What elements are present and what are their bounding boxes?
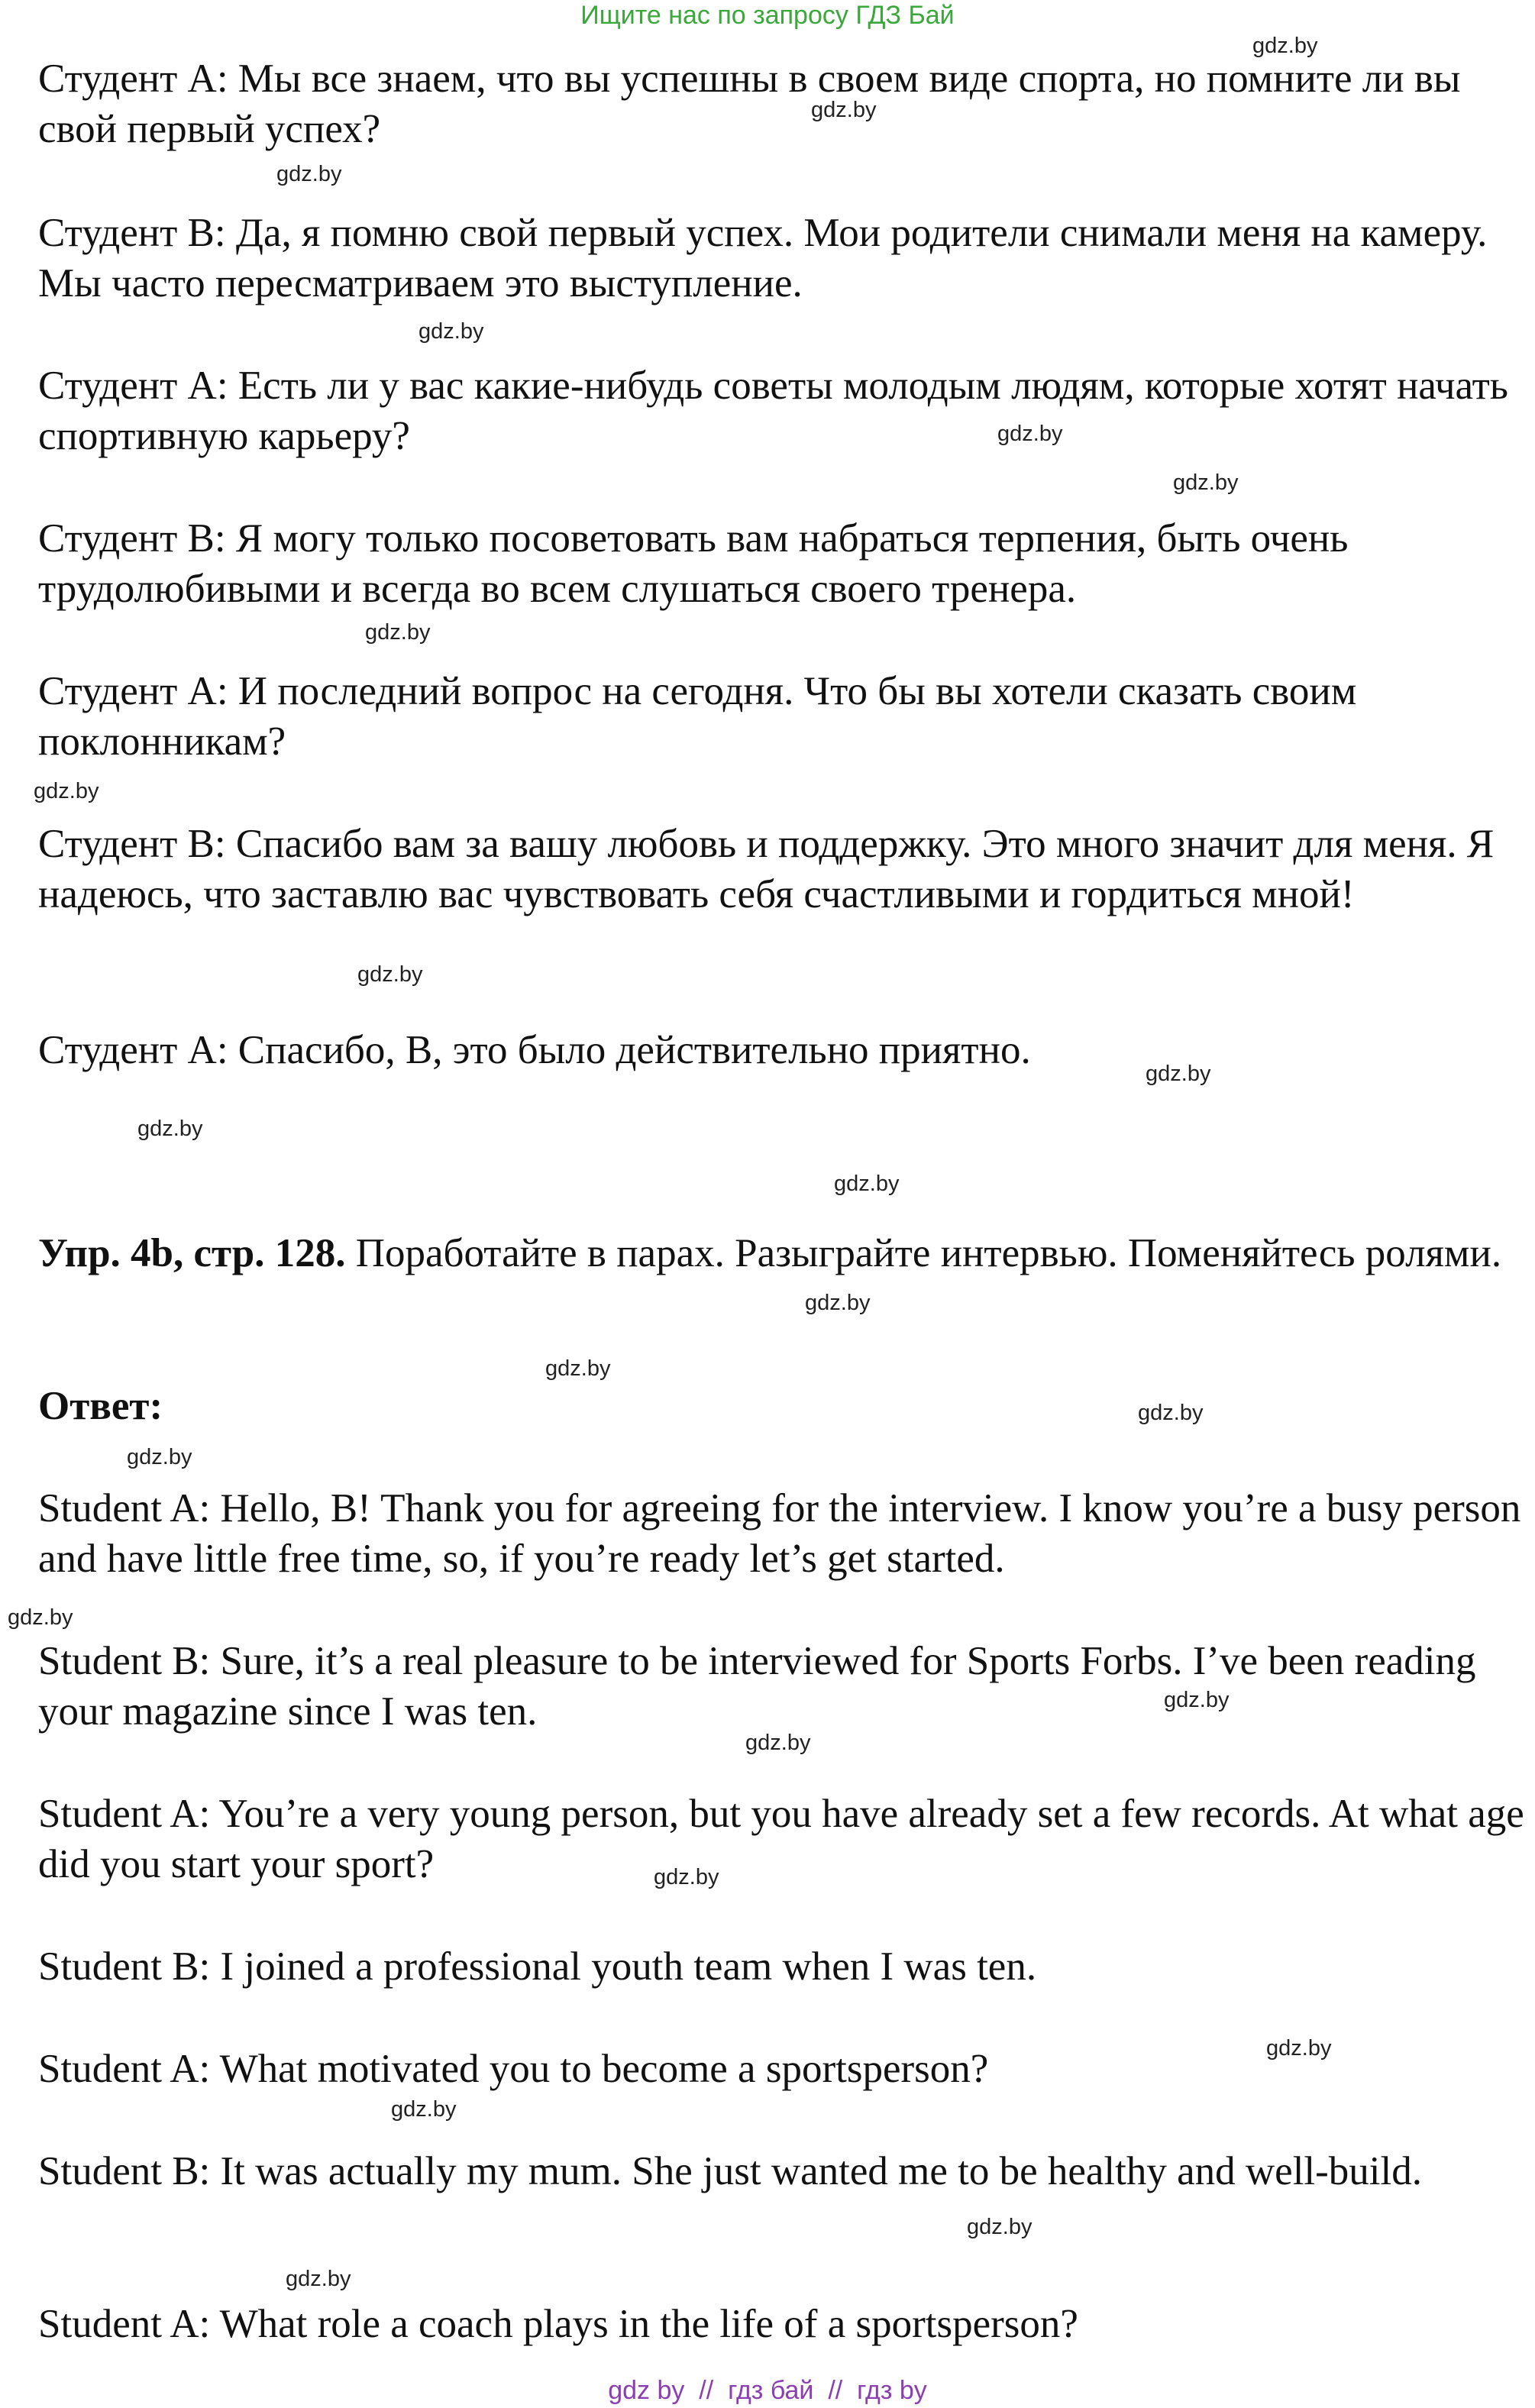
- watermark: gdz.by: [365, 620, 431, 645]
- watermark: gdz.by: [34, 779, 99, 803]
- watermark: gdz.by: [1138, 1401, 1204, 1425]
- footer-links: gdz by // гдз бай // гдз by: [608, 2376, 927, 2405]
- watermark: gdz.by: [1164, 1688, 1230, 1712]
- watermark: gdz.by: [391, 2097, 457, 2122]
- watermark: gdz.by: [805, 1291, 871, 1315]
- exercise-heading: [38, 1228, 1527, 1278]
- watermark: gdz.by: [1252, 34, 1318, 58]
- dialogue-line-ru-2: Студент B: Да, я помню свой первый успех. Мои родители снимали меня на камеру. Мы часто пересматриваем это выступление.: [38, 211, 1488, 305]
- watermark: gdz.by: [967, 2215, 1032, 2239]
- watermark: gdz.by: [997, 422, 1063, 446]
- watermark: gdz.by: [834, 1172, 900, 1196]
- dialogue-line-ru-4: Студент B: Я могу только посоветовать вам набраться терпения, быть очень трудолюбивыми и всегда во всем слушаться своего тренера.: [38, 516, 1349, 611]
- dialogue-line-en-5: Student A: What motivated you to become a sportsperson?: [38, 2047, 989, 2091]
- watermark: gdz.by: [1266, 2036, 1332, 2061]
- watermark: gdz.by: [654, 1865, 719, 1889]
- watermark: gdz.by: [357, 962, 423, 987]
- dialogue-line-en-4: Student B: I joined a professional youth team when I was ten.: [38, 1944, 1037, 1989]
- answer-label: Ответ:: [38, 1384, 163, 1428]
- dialogue-line-ru-1: Студент A: Мы все знаем, что вы успешны в своем виде спорта, но помните ли вы свой первый успех?: [38, 57, 1461, 151]
- watermark: gdz.by: [545, 1356, 611, 1381]
- dialogue-line-ru-5: Студент A: И последний вопрос на сегодня. Что бы вы хотели сказать своим поклонникам?: [38, 669, 1357, 764]
- dialogue-line-en-1: Student A: Hello, B! Thank you for agreeing for the interview. I know you’re a busy person and have little free time, so, if you’re ready let’s get started.: [38, 1486, 1521, 1581]
- dialogue-line-en-3: Student A: You’re a very young person, but you have already set a few records. At what age did you start your sport?: [38, 1792, 1524, 1886]
- watermark: gdz.by: [811, 98, 877, 122]
- top-banner: Ищите нас по запросу ГДЗ Бай: [580, 1, 955, 30]
- watermark: gdz.by: [8, 1605, 73, 1630]
- dialogue-line-ru-7: Студент A: Спасибо, B, это было действительно приятно.: [38, 1028, 1031, 1072]
- dialogue-line-en-2: Student B: Sure, it’s a real pleasure to be interviewed for Sports Forbs. I’ve been reading your magazine since I was ten.: [38, 1639, 1476, 1734]
- dialogue-line-ru-3: Студент A: Есть ли у вас какие-нибудь советы молодым людям, которые хотят начать спортивную карьеру?: [38, 364, 1508, 458]
- dialogue-line-en-6: Student B: It was actually my mum. She just wanted me to be healthy and well-build.: [38, 2149, 1422, 2193]
- watermark: gdz.by: [286, 2267, 351, 2291]
- exercise-instruction: Поработайте в парах. Разыграйте интервью. Поменяйтесь ролями.: [345, 1231, 1502, 1275]
- exercise-label: Упр. 4b, стр. 128.: [38, 1231, 346, 1275]
- watermark: gdz.by: [127, 1445, 192, 1469]
- watermark: gdz.by: [745, 1731, 811, 1755]
- dialogue-line-ru-6: Студент B: Спасибо вам за вашу любовь и поддержку. Это много значит для меня. Я надеюсь, что заставлю вас чувствовать себя счастливыми и гордиться мной!: [38, 822, 1495, 916]
- watermark: gdz.by: [1173, 470, 1239, 495]
- watermark: gdz.by: [276, 162, 342, 186]
- watermark: gdz.by: [137, 1117, 203, 1141]
- watermark: gdz.by: [418, 319, 484, 344]
- watermark: gdz.by: [1146, 1062, 1211, 1086]
- dialogue-line-en-7: Student A: What role a coach plays in the life of a sportsperson?: [38, 2302, 1078, 2346]
